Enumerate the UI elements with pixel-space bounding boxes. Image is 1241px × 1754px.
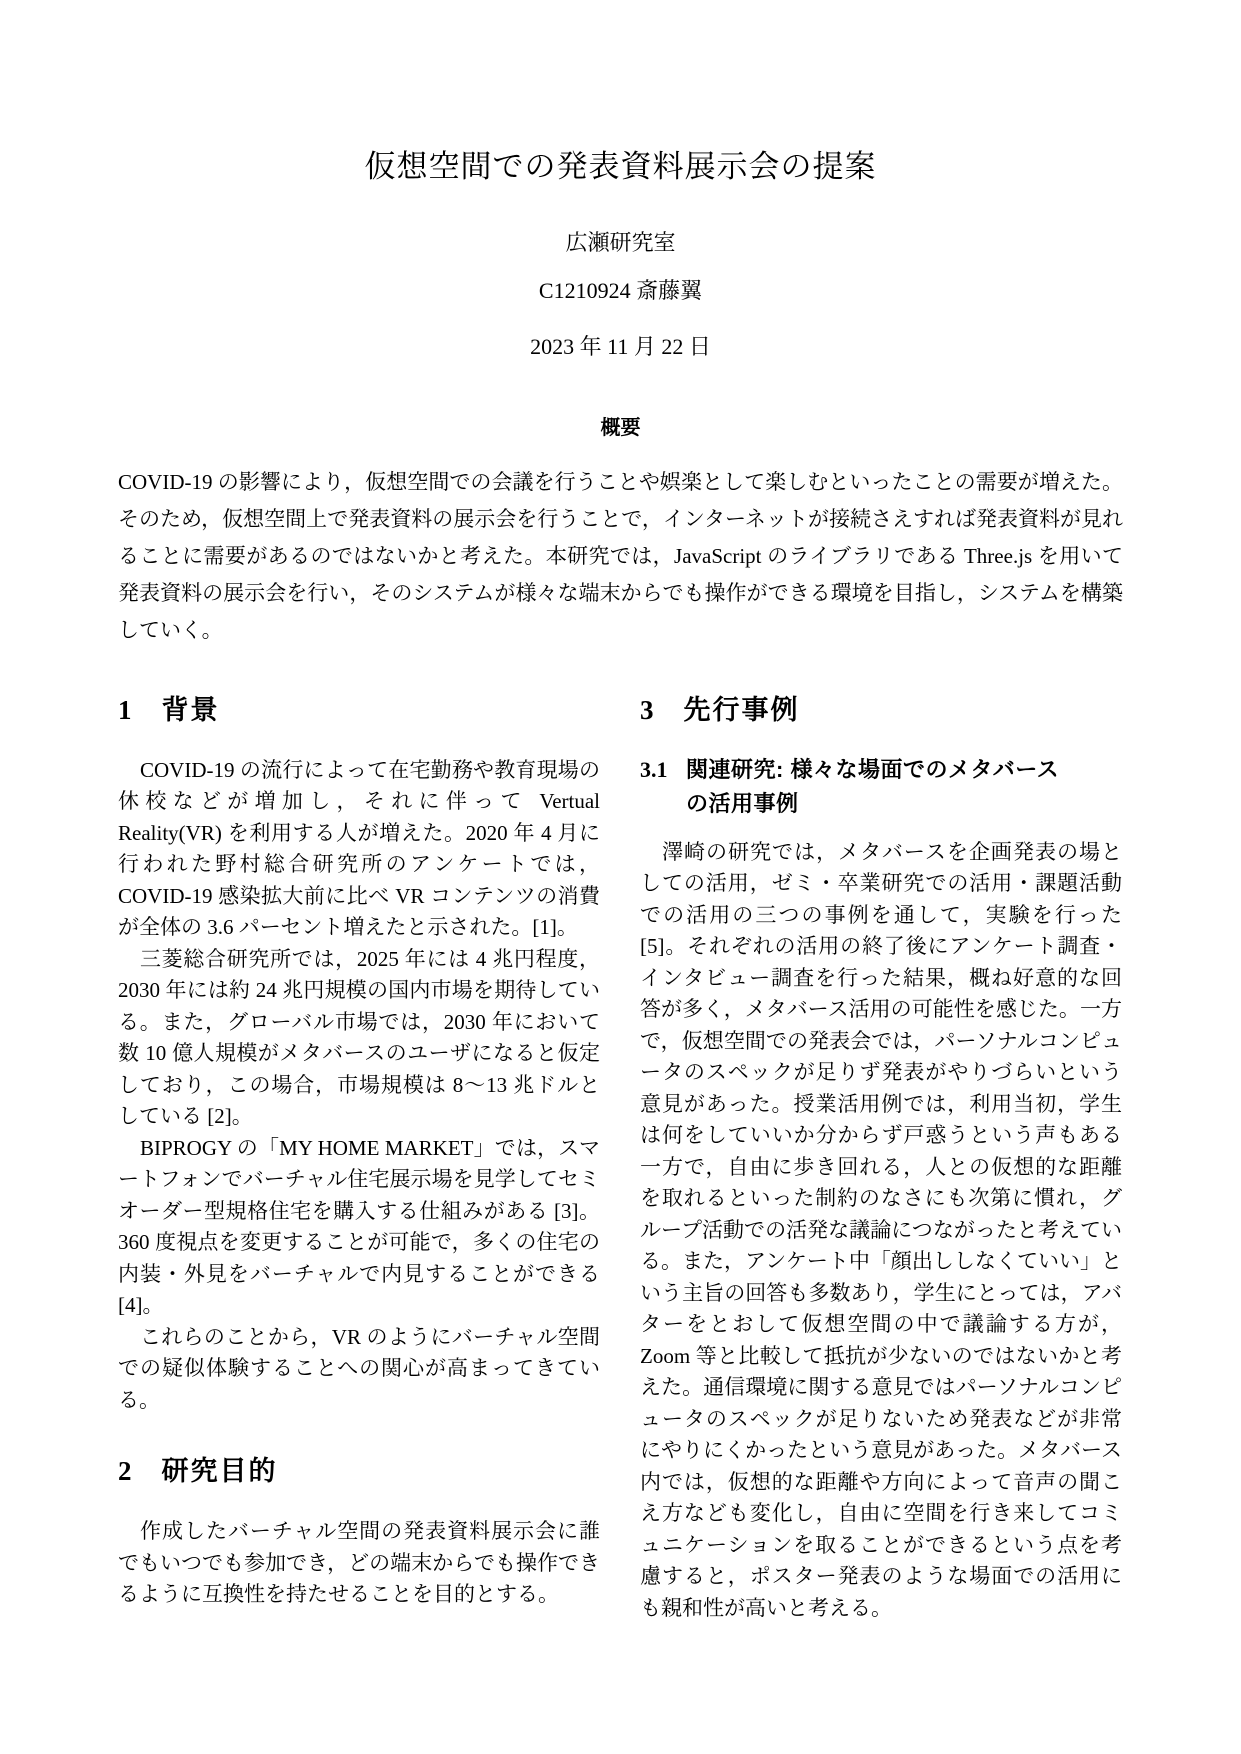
paper-title: 仮想空間での発表資料展示会の提案 [364,149,877,184]
subsection-3-1-number: 3.1 [640,756,668,782]
section-2-number: 2 [118,1456,132,1487]
section-1-paragraph-2: 三菱総合研究所では，2025 年には 4 兆円程度，2030 年には約 24 兆円規模の国内市場を期待している。また，グローバル市場では，2030 年において数 10 億人規模がメタバースのユーザになると仮定しており，この場合，市場規模は 8〜13 兆ドルとしている [2]。 [118,946,600,1129]
author: C1210924 斎藤翼 [538,277,703,303]
section-1-paragraph-3: BIPROGY の「MY HOME MARKET」では，スマートフォンでバーチャル住宅展示場を見学してセミオーダー型規格住宅を購入する仕組みがある [3]。360 度視点を変更することが可能で，多くの住宅の内装・外見をバーチャルで内見することができる [4]。 [118,1135,600,1318]
section-2-paragraph-1: 作成したバーチャル空間の発表資料展示会に誰でもいつでも参加でき，どの端末からでも操作できるように互換性を持たせることを目的とする。 [118,1519,600,1607]
date: 2023 年 11 月 22 日 [530,333,711,359]
section-3-number: 3 [640,694,654,725]
two-column-body [118,693,1123,1625]
affiliation: 広瀬研究室 [565,229,676,255]
section-1-paragraph-1: COVID-19 の流行によって在宅勤務や教育現場の休校などが増加し，それに伴って Vertual Reality(VR) を利用する人が増えた。2020 年 4 月に行われた野村総合研究所のアンケートでは，COVID-19 感染拡大前に比べ VR コンテンツの消費が全体の 3.6 パーセント増えたと示された。[1]。 [118,757,600,940]
section-1-number: 1 [118,694,132,725]
section-3-heading [640,693,1122,727]
abstract-text: COVID-19 の影響により，仮想空間での会議を行うことや娯楽として楽しむといったことの需要が増えた。そのため，仮想空間上で発表資料の展示会を行うことで，インターネットが接続さえすれば発表資料が見れることに需要があるのではないかと考えた。本研究では，JavaScript のライブラリである Three.js を用いて発表資料の展示会を行い，そのシステムが様々な端末からでも操作ができる環境を目指し，システムを構築していく。 [118,469,1123,642]
section-3-title: 先行事例 [683,694,800,725]
section-1-title: 背景 [161,694,220,725]
section-1-paragraph-4: これらのことから，VR のようにバーチャル空間での疑似体験することへの関心が高まってきている。 [118,1324,600,1412]
section-1-heading [118,693,600,727]
left-column [118,693,600,1625]
right-column [640,693,1122,1625]
subsection-3-1-paragraph-1: 澤崎の研究では，メタバースを企画発表の場としての活用，ゼミ・卒業研究での活用・課題活動での活用の三つの事例を通して，実験を行った [5]。それぞれの活用の終了後にアンケート調査・インタビュー調査を行った結果，概ね好意的な回答が多く，メタバース活用の可能性を感じた。一方で，仮想空間での発表会では，パーソナルコンピュータのスペックが足りず発表がやりづらいという意見があった。授業活用例では，利用当初，学生は何をしていいか分からず戸惑うという声もある一方で，自由に歩き回れる，人との仮想的な距離を取れるといった制約のなさにも次第に慣れ，グループ活動での活発な議論につながったと考えている。また，アンケート中「顔出ししなくていい」という主旨の回答も多数あり，学生にとっては，アバターをとおして仮想空間の中で議論する方が，Zoom 等と比較して抵抗が少ないのではないかと考えた。通信環境に関する意見ではパーソナルコンピュータのスペックが足りないため発表などが非常にやりにくかったという意見があった。メタバース内では，仮想的な距離や方向によって音声の聞こえ方なども変化し，自由に空間を行き来してコミュニケーションを取ることができるという点を考慮すると，ポスター発表のような場面での活用にも親和性が高いと考える。 [640,839,1122,1620]
subsection-3-1-heading [640,753,1122,821]
abstract-heading: 概要 [600,416,641,439]
subsection-3-1-title: 関連研究: 様々な場面でのメタバースの活用事例 [686,756,1060,816]
section-2-title: 研究目的 [161,1456,278,1487]
section-2-heading [118,1454,600,1488]
